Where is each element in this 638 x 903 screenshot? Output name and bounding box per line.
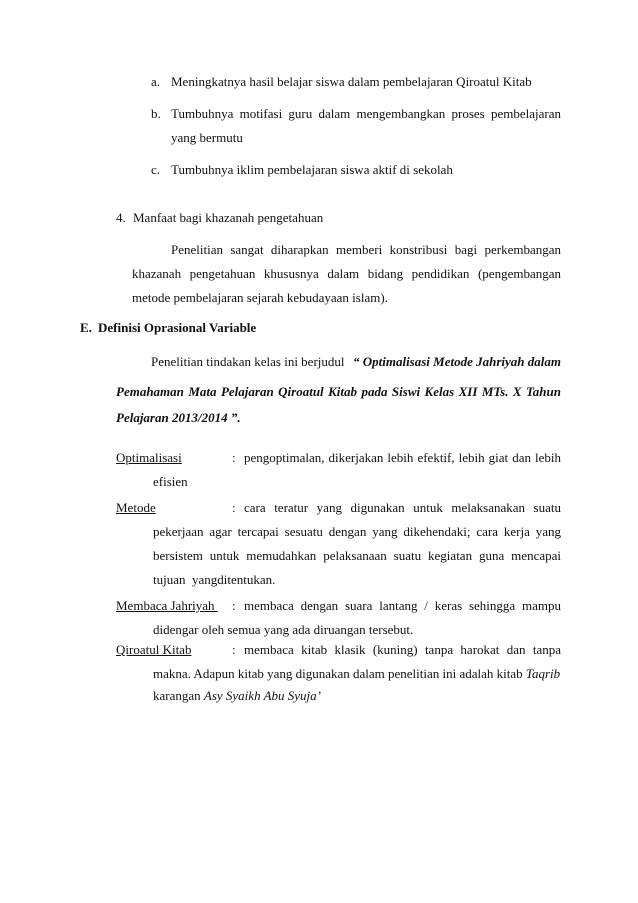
def-qiroatul-author: Asy Syaikh Abu Syuja’ xyxy=(203,688,321,703)
def-membaca-line1: membaca dengan suara lantang / keras sehingga mampu xyxy=(244,598,561,613)
def-qiroatul-line3-plain: karangan xyxy=(153,688,204,703)
def-sep: : xyxy=(232,598,236,613)
item4-marker: 4. xyxy=(116,210,126,225)
def-metode-line3: bersistem untuk memudahkan pelaksanaan suatu kegiatan guna mencapai xyxy=(153,548,561,563)
def-qiroatul-line2 xyxy=(153,666,560,682)
def-sep: : xyxy=(232,450,236,465)
def-metode-line2: pekerjaan agar tercapai sesuatu dengan yang dikehendaki; cara kerja yang xyxy=(153,524,561,539)
list-item-c: Tumbuhnya iklim pembelajaran siswa aktif di sekolah xyxy=(171,162,453,177)
list-marker-c: c. xyxy=(151,162,161,177)
def-qiroatul-line3 xyxy=(153,688,321,704)
list-item-a: Meningkatnya hasil belajar siswa dalam pembelajaran Qiroatul Kitab xyxy=(171,74,532,89)
item4-line1: Penelitian sangat diharapkan memberi konstribusi bagi perkembangan xyxy=(171,242,561,257)
def-optimalisasi-line1: pengoptimalan, dikerjakan lebih efektif, lebih giat dan lebih xyxy=(244,450,561,465)
list-item-b-line2: yang bermutu xyxy=(171,130,243,145)
item4-line3: metode pembelajaran sejarah kebudayaan islam). xyxy=(132,290,388,305)
section-e-marker: E. xyxy=(80,320,92,335)
def-term-optimalisasi: Optimalisasi xyxy=(116,450,182,465)
intro-title-start: “ Optimalisasi Metode Jahriyah dalam xyxy=(352,354,561,369)
def-optimalisasi-line2: efisien xyxy=(153,474,188,489)
list-marker-b: b. xyxy=(151,106,161,121)
section-e-intro-line1 xyxy=(151,354,561,370)
def-membaca-line2: didengar oleh semua yang ada diruangan tersebut. xyxy=(153,622,414,637)
def-qiroatul-line2-plain: makna. Adapun kitab yang digunakan dalam penelitian ini adalah kitab xyxy=(153,666,526,681)
def-term-membaca-jahriyah: Membaca Jahriyah xyxy=(116,598,218,613)
section-e-title: Definisi Oprasional Variable xyxy=(98,320,257,335)
def-metode-line4: tujuan yangditentukan. xyxy=(153,572,276,587)
def-metode-line1: cara teratur yang digunakan untuk melaksanakan suatu xyxy=(244,500,561,515)
def-qiroatul-line1: membaca kitab klasik (kuning) tanpa harokat dan tanpa xyxy=(244,642,561,657)
def-qiroatul-book-title: Taqrib xyxy=(525,666,561,681)
section-e-intro-line3: Pelajaran 2013/2014 ”. xyxy=(116,410,241,425)
def-sep: : xyxy=(232,642,236,657)
item4-line2: khazanah pengetahuan khususnya dalam bidang pendidikan (pengembangan xyxy=(132,266,561,281)
section-e-intro-line2: Pemahaman Mata Pelajaran Qiroatul Kitab pada Siswi Kelas XII MTs. X Tahun xyxy=(116,384,561,399)
list-item-b-line1: Tumbuhnya motifasi guru dalam mengembangkan proses pembelajaran xyxy=(171,106,561,121)
item4-title: Manfaat bagi khazanah pengetahuan xyxy=(133,210,324,225)
intro-plain: Penelitian tindakan kelas ini berjudul xyxy=(151,354,348,369)
def-term-metode: Metode xyxy=(116,500,156,515)
list-marker-a: a. xyxy=(151,74,161,89)
def-term-qiroatul-kitab: Qiroatul Kitab xyxy=(116,642,192,657)
def-sep: : xyxy=(232,500,236,515)
